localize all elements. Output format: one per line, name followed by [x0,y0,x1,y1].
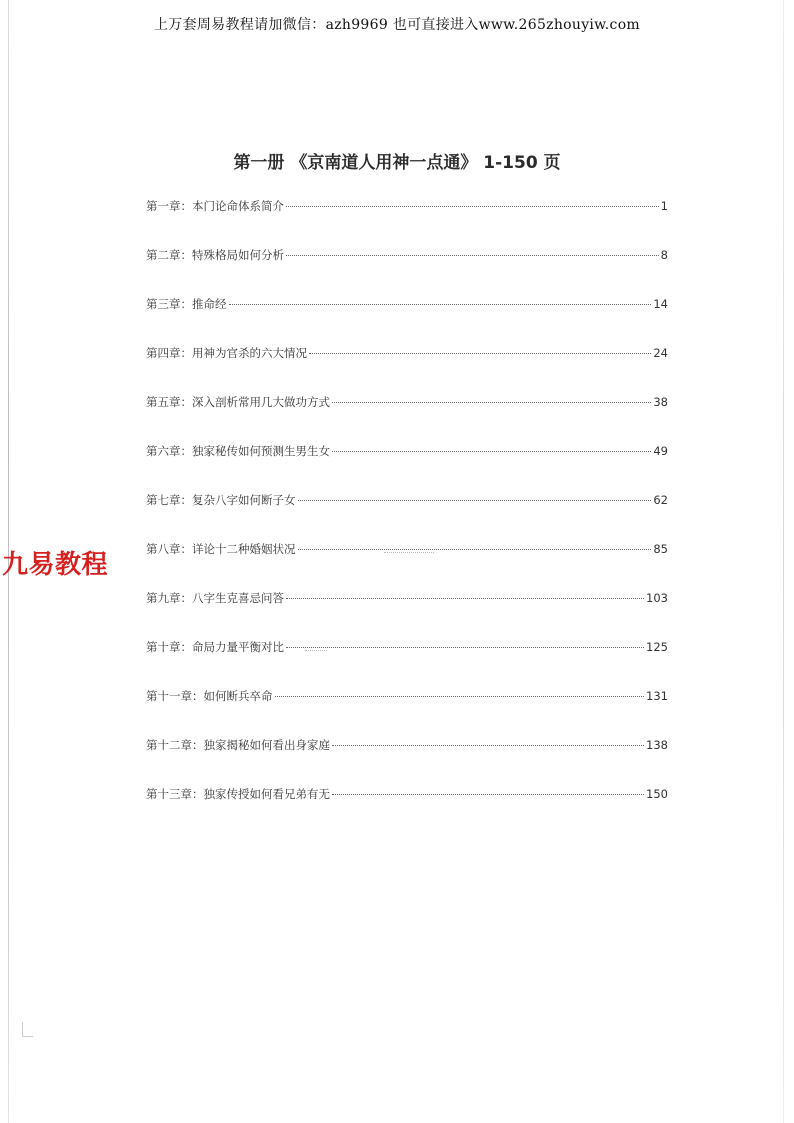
toc-entry-page: 49 [653,444,668,458]
watermark-logo: 九易教程 [2,550,109,580]
toc-entry-page: 8 [660,248,668,262]
toc-entry [146,394,668,410]
toc-entry [146,639,668,655]
toc-entry-label: 第三章：推命经 [146,297,227,311]
toc-entry-page: 125 [646,640,668,654]
toc-leader-dots [275,696,645,697]
toc-entry-label: 第五章：深入剖析常用几大做功方式 [146,395,330,409]
toc-entry [146,345,668,361]
toc-entry [146,786,668,802]
toc-entry-page: 24 [653,346,668,360]
toc-entry [146,296,668,312]
toc-entry-page: 14 [653,297,668,311]
page-title: 第一册 《京南道人用神一点通》 1-150 页 [233,153,561,173]
toc-leader-dots [298,500,652,501]
toc-entry-label: 第十三章：独家传授如何看兄弟有无 [146,787,330,801]
toc-entry [146,590,668,606]
toc-entry-label: 第七章：复杂八字如何断子女 [146,493,296,507]
toc-leader-dots [286,255,659,256]
scan-speckle [384,548,434,553]
toc-leader-dots [298,549,652,550]
toc-entry-label: 第十一章：如何断兵卒命 [146,689,273,703]
toc-entry-label: 第十章：命局力量平衡对比 [146,640,284,654]
toc-leader-dots [286,647,644,648]
toc-leader-dots [286,206,659,207]
toc-entry-page: 62 [653,493,668,507]
header-contact-line: 上万套周易教程请加微信：azh9969 也可直接进入www.265zhouyiw.com [153,17,641,33]
toc-entry [146,247,668,263]
toc-entry-page: 38 [653,395,668,409]
scan-corner-mark [22,1022,33,1037]
toc-entry-label: 第八章：详论十二种婚姻状况 [146,542,296,556]
toc-leader-dots [332,794,644,795]
toc-entry-page: 85 [653,542,668,556]
toc-entry-page: 150 [646,787,668,801]
toc-entry-page: 131 [646,689,668,703]
toc-entry [146,737,668,753]
toc-entry-label: 第一章：本门论命体系简介 [146,199,284,213]
toc-entry-label: 第九章：八字生克喜忌问答 [146,591,284,605]
toc-entry-page: 103 [646,591,668,605]
toc-entry-label: 第二章：特殊格局如何分析 [146,248,284,262]
toc-leader-dots [286,598,644,599]
toc-entry-page: 1 [660,199,668,213]
toc-leader-dots [229,304,652,305]
toc-leader-dots [309,353,651,354]
toc-entry-label: 第十二章：独家揭秘如何看出身家庭 [146,738,330,752]
toc-entry [146,443,668,459]
toc-entry-label: 第四章：用神为官杀的六大情况 [146,346,307,360]
toc-entry [146,688,668,704]
toc-leader-dots [332,745,644,746]
toc-entry [146,492,668,508]
toc-leader-dots [332,402,651,403]
toc-entry-label: 第六章：独家秘传如何预测生男生女 [146,444,330,458]
toc-leader-dots [332,451,651,452]
toc-entry-page: 138 [646,738,668,752]
scan-speckle [305,646,327,651]
toc-entry [146,198,668,214]
